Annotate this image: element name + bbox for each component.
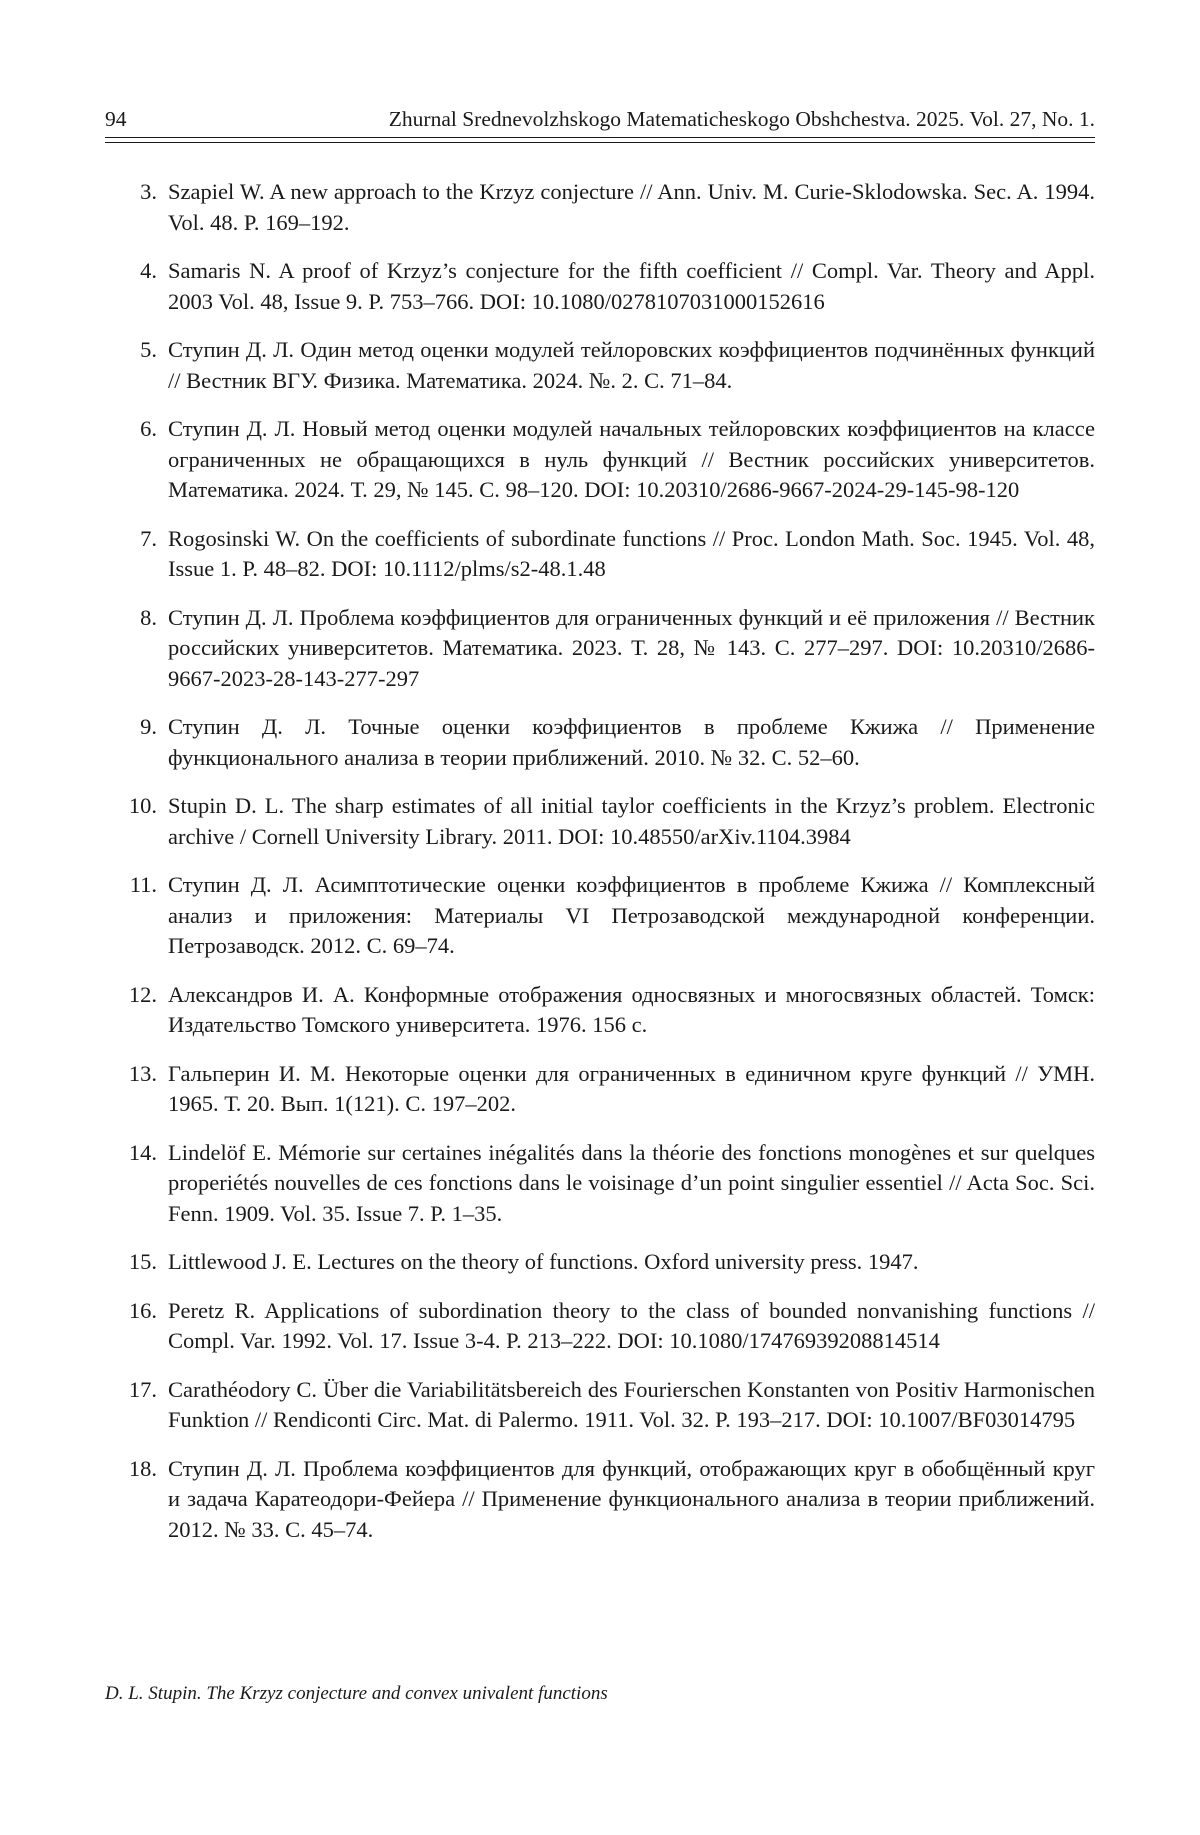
reference-number: 16. bbox=[128, 1297, 157, 1323]
reference-text: Александров И. А. Конформные отображения односвязных и многосвязных областей. Томск: Издательство Томского университета. 1976. 156 с. bbox=[168, 981, 1095, 1037]
reference-text: Ступин Д. Л. Проблема коэффициентов для ограниченных функций и её приложения // Вестник российских университетов. Математика. 2023. Т. 28, № 143. С. 277–297. DOI: 10.20310/2686-9667-2023-28-143-277-297 bbox=[168, 604, 1095, 691]
reference-list bbox=[105, 177, 1095, 1563]
reference-number: 5. bbox=[140, 337, 157, 362]
reference-number: 7. bbox=[140, 525, 157, 551]
reference-number: 8. bbox=[140, 604, 157, 630]
reference-text: Ступин Д. Л. Асимптотические оценки коэффициентов в проблеме Кжижа // Комплексный анализ и приложения: Материалы VI Петрозаводской международной конференции. Петрозаводск. 2012. С. 69–74. bbox=[168, 872, 1095, 958]
reference-number: 10. bbox=[128, 793, 157, 818]
reference-item bbox=[105, 980, 1095, 1041]
reference-number: 9. bbox=[140, 714, 157, 739]
reference-text: Ступин Д. Л. Один метод оценки модулей тейлоровских коэффициентов подчинённых функций // Вестник ВГУ. Физика. Математика. 2024. №. 2. С. 71–84. bbox=[168, 337, 1095, 393]
reference-number: 11. bbox=[129, 872, 157, 897]
reference-number: 3. bbox=[140, 179, 157, 204]
reference-item bbox=[105, 256, 1095, 317]
reference-item bbox=[105, 712, 1095, 773]
reference-number: 13. bbox=[128, 1060, 157, 1086]
reference-item bbox=[105, 603, 1095, 695]
reference-item bbox=[105, 1375, 1095, 1436]
reference-text: Peretz R. Applications of subordination theory to the class of bounded nonvanishing functions // Compl. Var. 1992. Vol. 17. Issue 3-4. P. 213–222. DOI: 10.1080/17476939208814514 bbox=[168, 1297, 1095, 1353]
reference-text: Lindelöf E. Mémorie sur certaines inégalités dans la théorie des fonctions monogènes et sur quelques properiétés nouvelles de ces fonctions dans le voisinage d’un point singulier essentiel // Acta Soc. Sci. Fenn. 1909. Vol. 35. Issue 7. P. 1–35. bbox=[168, 1139, 1095, 1226]
header-rule-bottom bbox=[105, 142, 1095, 143]
reference-item bbox=[105, 1059, 1095, 1120]
reference-text: Szapiel W. A new approach to the Krzyz conjecture // Ann. Univ. M. Curie-Sklodowska. Sec. A. 1994. Vol. 48. P. 169–192. bbox=[168, 179, 1095, 235]
reference-item bbox=[105, 1296, 1095, 1357]
reference-text: Carathéodory C. Über die Variabilitätsbereich des Fourierschen Konstanten von Positiv Harmonischen Funktion // Rendiconti Circ. Mat. di Palermo. 1911. Vol. 32. P. 193–217. DOI: 10.1007/BF03014795 bbox=[168, 1376, 1095, 1432]
reference-number: 17. bbox=[128, 1376, 157, 1402]
reference-number: 14. bbox=[128, 1139, 157, 1165]
article-footer: D. L. Stupin. The Krzyz conjecture and convex univalent functions bbox=[105, 1683, 608, 1704]
reference-item bbox=[105, 414, 1095, 506]
reference-item bbox=[105, 1454, 1095, 1546]
reference-item bbox=[105, 335, 1095, 396]
reference-item bbox=[105, 1138, 1095, 1230]
page-number: 94 bbox=[105, 107, 127, 131]
reference-item bbox=[105, 870, 1095, 962]
header-rule-top bbox=[105, 137, 1095, 138]
reference-text: Littlewood J. E. Lectures on the theory of functions. Oxford university press. 1947. bbox=[168, 1249, 919, 1274]
reference-number: 4. bbox=[140, 258, 157, 283]
reference-item bbox=[105, 1247, 1095, 1278]
reference-number: 6. bbox=[140, 416, 157, 441]
reference-text: Ступин Д. Л. Новый метод оценки модулей начальных тейлоровских коэффициентов на классе ограниченных не обращающихся в нуль функций // Вестник российских университетов. Математика. 2024. Т. 29, № 145. С. 98–120. DOI: 10.20310/2686-9667-2024-29-145-98-120 bbox=[168, 416, 1095, 502]
reference-number: 15. bbox=[128, 1249, 157, 1274]
reference-item bbox=[105, 791, 1095, 852]
running-head bbox=[105, 106, 1095, 132]
reference-number: 18. bbox=[128, 1455, 157, 1481]
reference-text: Samaris N. A proof of Krzyz’s conjecture for the fifth coefficient // Compl. Var. Theory and Appl. 2003 Vol. 48, Issue 9. P. 753–766. DOI: 10.1080/0278107031000152616 bbox=[168, 258, 1095, 314]
journal-title: Zhurnal Srednevolzhskogo Matematicheskogo Obshchestva. 2025. Vol. 27, No. 1. bbox=[388, 107, 1095, 131]
reference-text: Stupin D. L. The sharp estimates of all initial taylor coefficients in the Krzyz’s problem. Electronic archive / Cornell University Library. 2011. DOI: 10.48550/arXiv.1104.3984 bbox=[168, 793, 1095, 849]
reference-text: Ступин Д. Л. Точные оценки коэффициентов в проблеме Кжижа // Применение функционального анализа в теории приближений. 2010. № 32. С. 52–60. bbox=[168, 714, 1095, 770]
reference-text: Гальперин И. М. Некоторые оценки для ограниченных в единичном круге функций // УМН. 1965. Т. 20. Вып. 1(121). С. 197–202. bbox=[168, 1060, 1095, 1116]
reference-item bbox=[105, 524, 1095, 585]
reference-text: Ступин Д. Л. Проблема коэффициентов для функций, отображающих круг в обобщённый круг и задача Каратеодори-Фейера // Применение функционального анализа в теории приближений. 2012. № 33. С. 45–74. bbox=[168, 1455, 1095, 1542]
reference-text: Rogosinski W. On the coefficients of subordinate functions // Proc. London Math. Soc. 1945. Vol. 48, Issue 1. P. 48–82. DOI: 10.1112/plms/s2-48.1.48 bbox=[168, 525, 1095, 581]
reference-number: 12. bbox=[128, 981, 157, 1007]
page bbox=[105, 0, 1095, 1835]
reference-item bbox=[105, 177, 1095, 238]
